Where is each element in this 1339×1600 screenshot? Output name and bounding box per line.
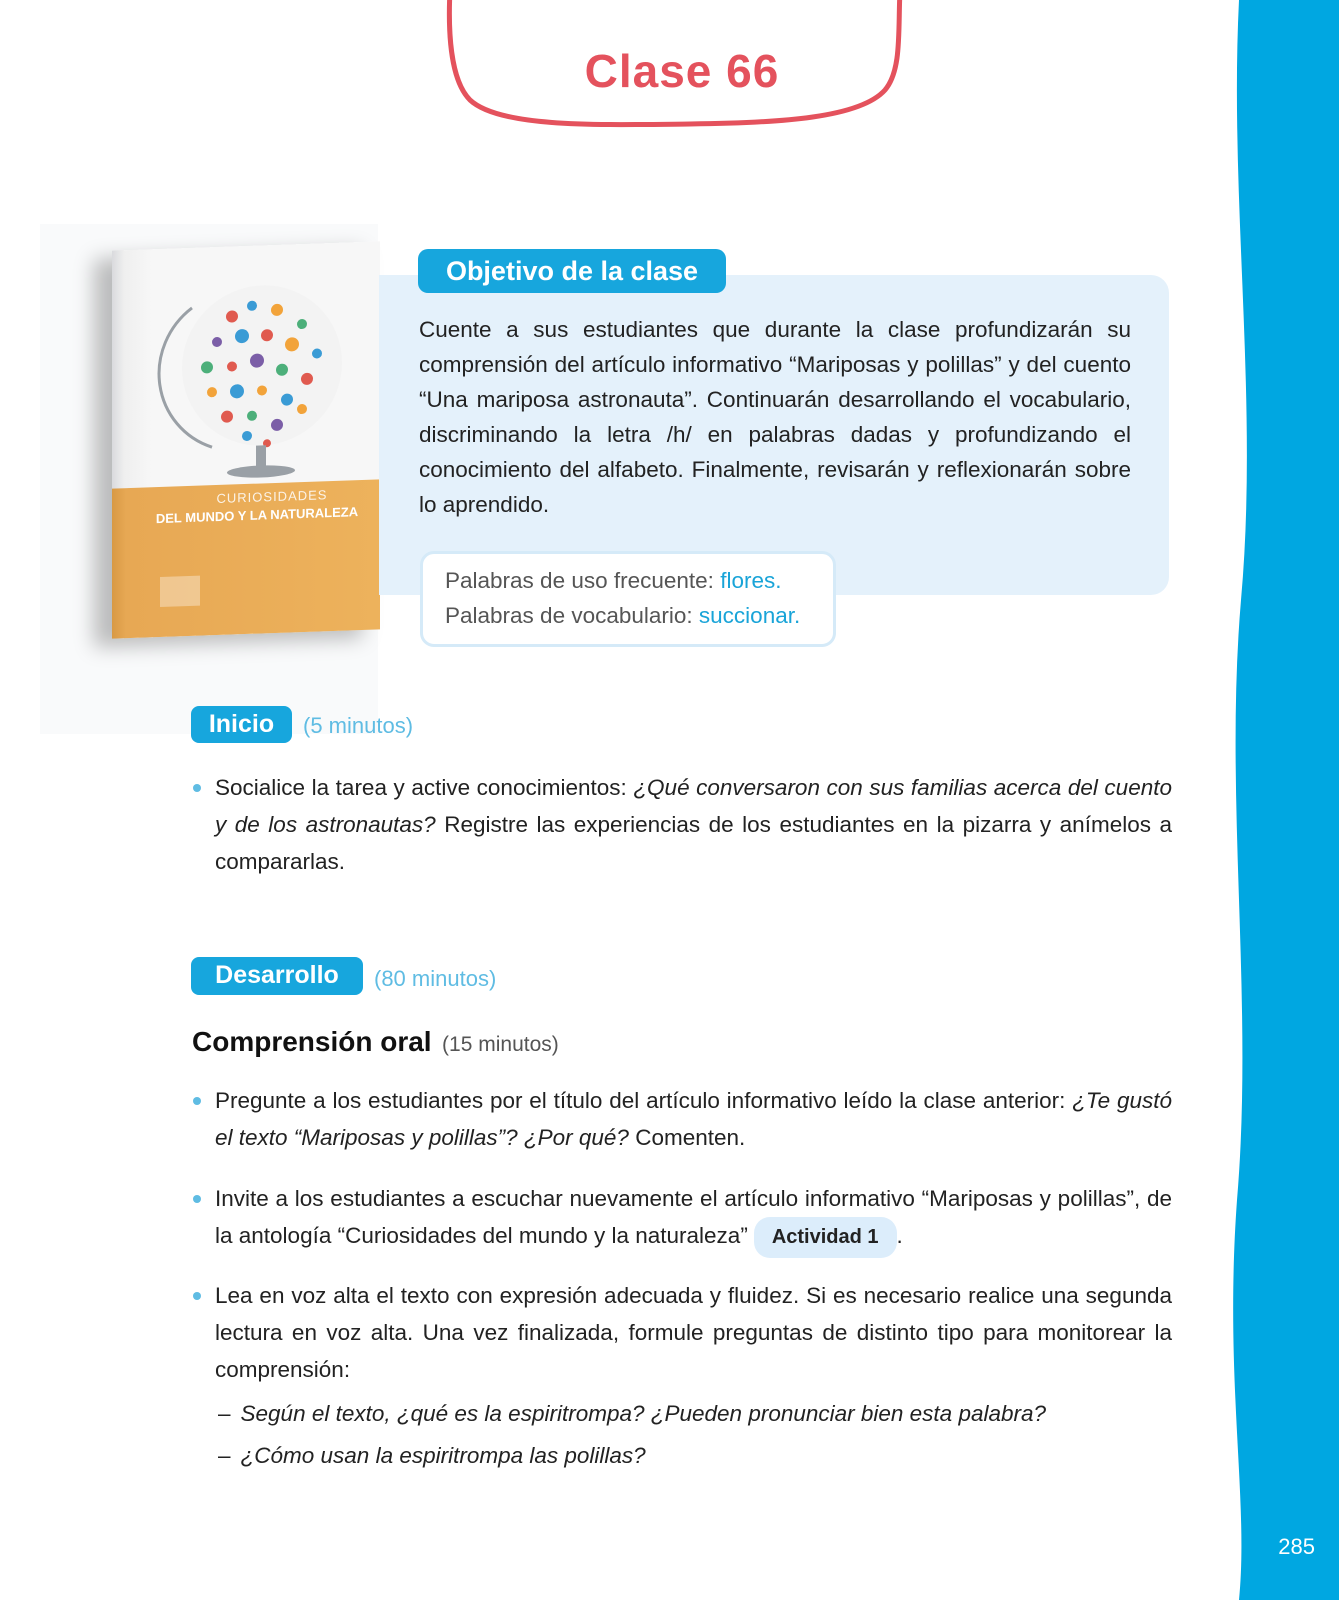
vocabulary-words-value: succionar. [698,603,801,628]
publisher-logo-icon [160,576,200,607]
desarrollo-bullet-1 [192,1082,1172,1156]
bullet-question: ¿Qué conversaron con sus familias acerca del cuento y de los astronautas? [215,775,1172,837]
bullet-dot-icon [193,784,201,792]
bullet-end: . [896,1223,903,1248]
book-cover-subtitle: CURIOSIDADES [216,487,328,507]
globe-illustration [152,262,352,489]
inicio-bullet [192,769,1172,880]
section-title: Comprensión oral [192,1026,432,1057]
frequent-words-line [445,568,781,594]
vocabulary-words-label: Palabras de vocabulario: [445,603,693,628]
inicio-duration: (5 minutos) [303,713,414,738]
frequent-words-label: Palabras de uso frecuente: [445,568,714,593]
dash-item [218,1443,646,1469]
bullet-text: Lea en voz alta el texto con expresión adecuada y fluidez. Si es necesario realice una segunda lectura en voz alta. Una vez finalizada, formule preguntas de distinto tipo para monitorear la comprensión: [215,1283,1172,1382]
dash-marker: – [218,1443,231,1468]
book-cover-title: DEL MUNDO Y LA NATURALEZA [155,504,359,527]
bullet-rest: Comenten. [628,1125,746,1150]
desarrollo-bullet-2 [192,1180,1172,1258]
desarrollo-bullet-3 [192,1277,1172,1388]
inicio-badge: Inicio [191,706,292,743]
bullet-dot-icon [193,1292,201,1300]
objective-text: Cuente a sus estudiantes que durante la clase profundizarán su comprensión del artículo informativo “Mariposas y polillas” y del cuento “Una mariposa astronauta”. Continuarán desarrollando el vocabulario, discriminando la letra /h/ en palabras dadas y profundizando el conocimiento del alfabeto. Finalmente, revisarán y reflexionarán sobre lo aprendido. [419,317,1131,517]
vocabulary-words-line [445,603,800,629]
side-band [1219,0,1339,1600]
bullet-dot-icon [193,1195,201,1203]
bullet-lead: Socialice la tarea y active conocimientos: [215,775,634,800]
bullet-lead: Pregunte a los estudiantes por el título del artículo informativo leído la clase anterior: [215,1088,1073,1113]
book-cover-band [112,479,380,638]
page-title: Clase 66 [584,45,780,97]
dash-item-text: ¿Cómo usan la espiritrompa las polillas? [240,1443,646,1468]
bullet-question: ¿Te gustó el texto “Mariposas y polillas”? ¿Por qué? [215,1088,1172,1150]
words-box [420,551,836,647]
page-number: 285 [1278,1534,1315,1559]
dash-item-text: Según el texto, ¿qué es la espiritrompa? ¿Pueden pronunciar bien esta palabra? [240,1401,1047,1426]
activity-tag: Actividad 1 [754,1217,897,1258]
frequent-words-value: flores. [720,568,782,593]
bullet-dot-icon [193,1097,201,1105]
objective-tab [418,249,726,293]
desarrollo-badge: Desarrollo [191,957,363,995]
bullet-text: Invite a los estudiantes a escuchar nuevamente el artículo informativo “Mariposas y polillas”, de la antología “Curiosidades del mundo y la naturaleza” [215,1186,1172,1248]
bullet-rest: Registre las experiencias de los estudiantes en la pizarra y anímelos a compararlas. [215,812,1172,874]
dash-marker: – [218,1401,231,1426]
objective-tab-label: Objetivo de la clase [445,256,699,286]
section-heading [192,1026,559,1058]
dash-item [218,1401,1046,1427]
section-duration: (15 minutos) [442,1033,559,1056]
desarrollo-duration: (80 minutos) [374,966,497,991]
book-cover-image [112,241,380,638]
